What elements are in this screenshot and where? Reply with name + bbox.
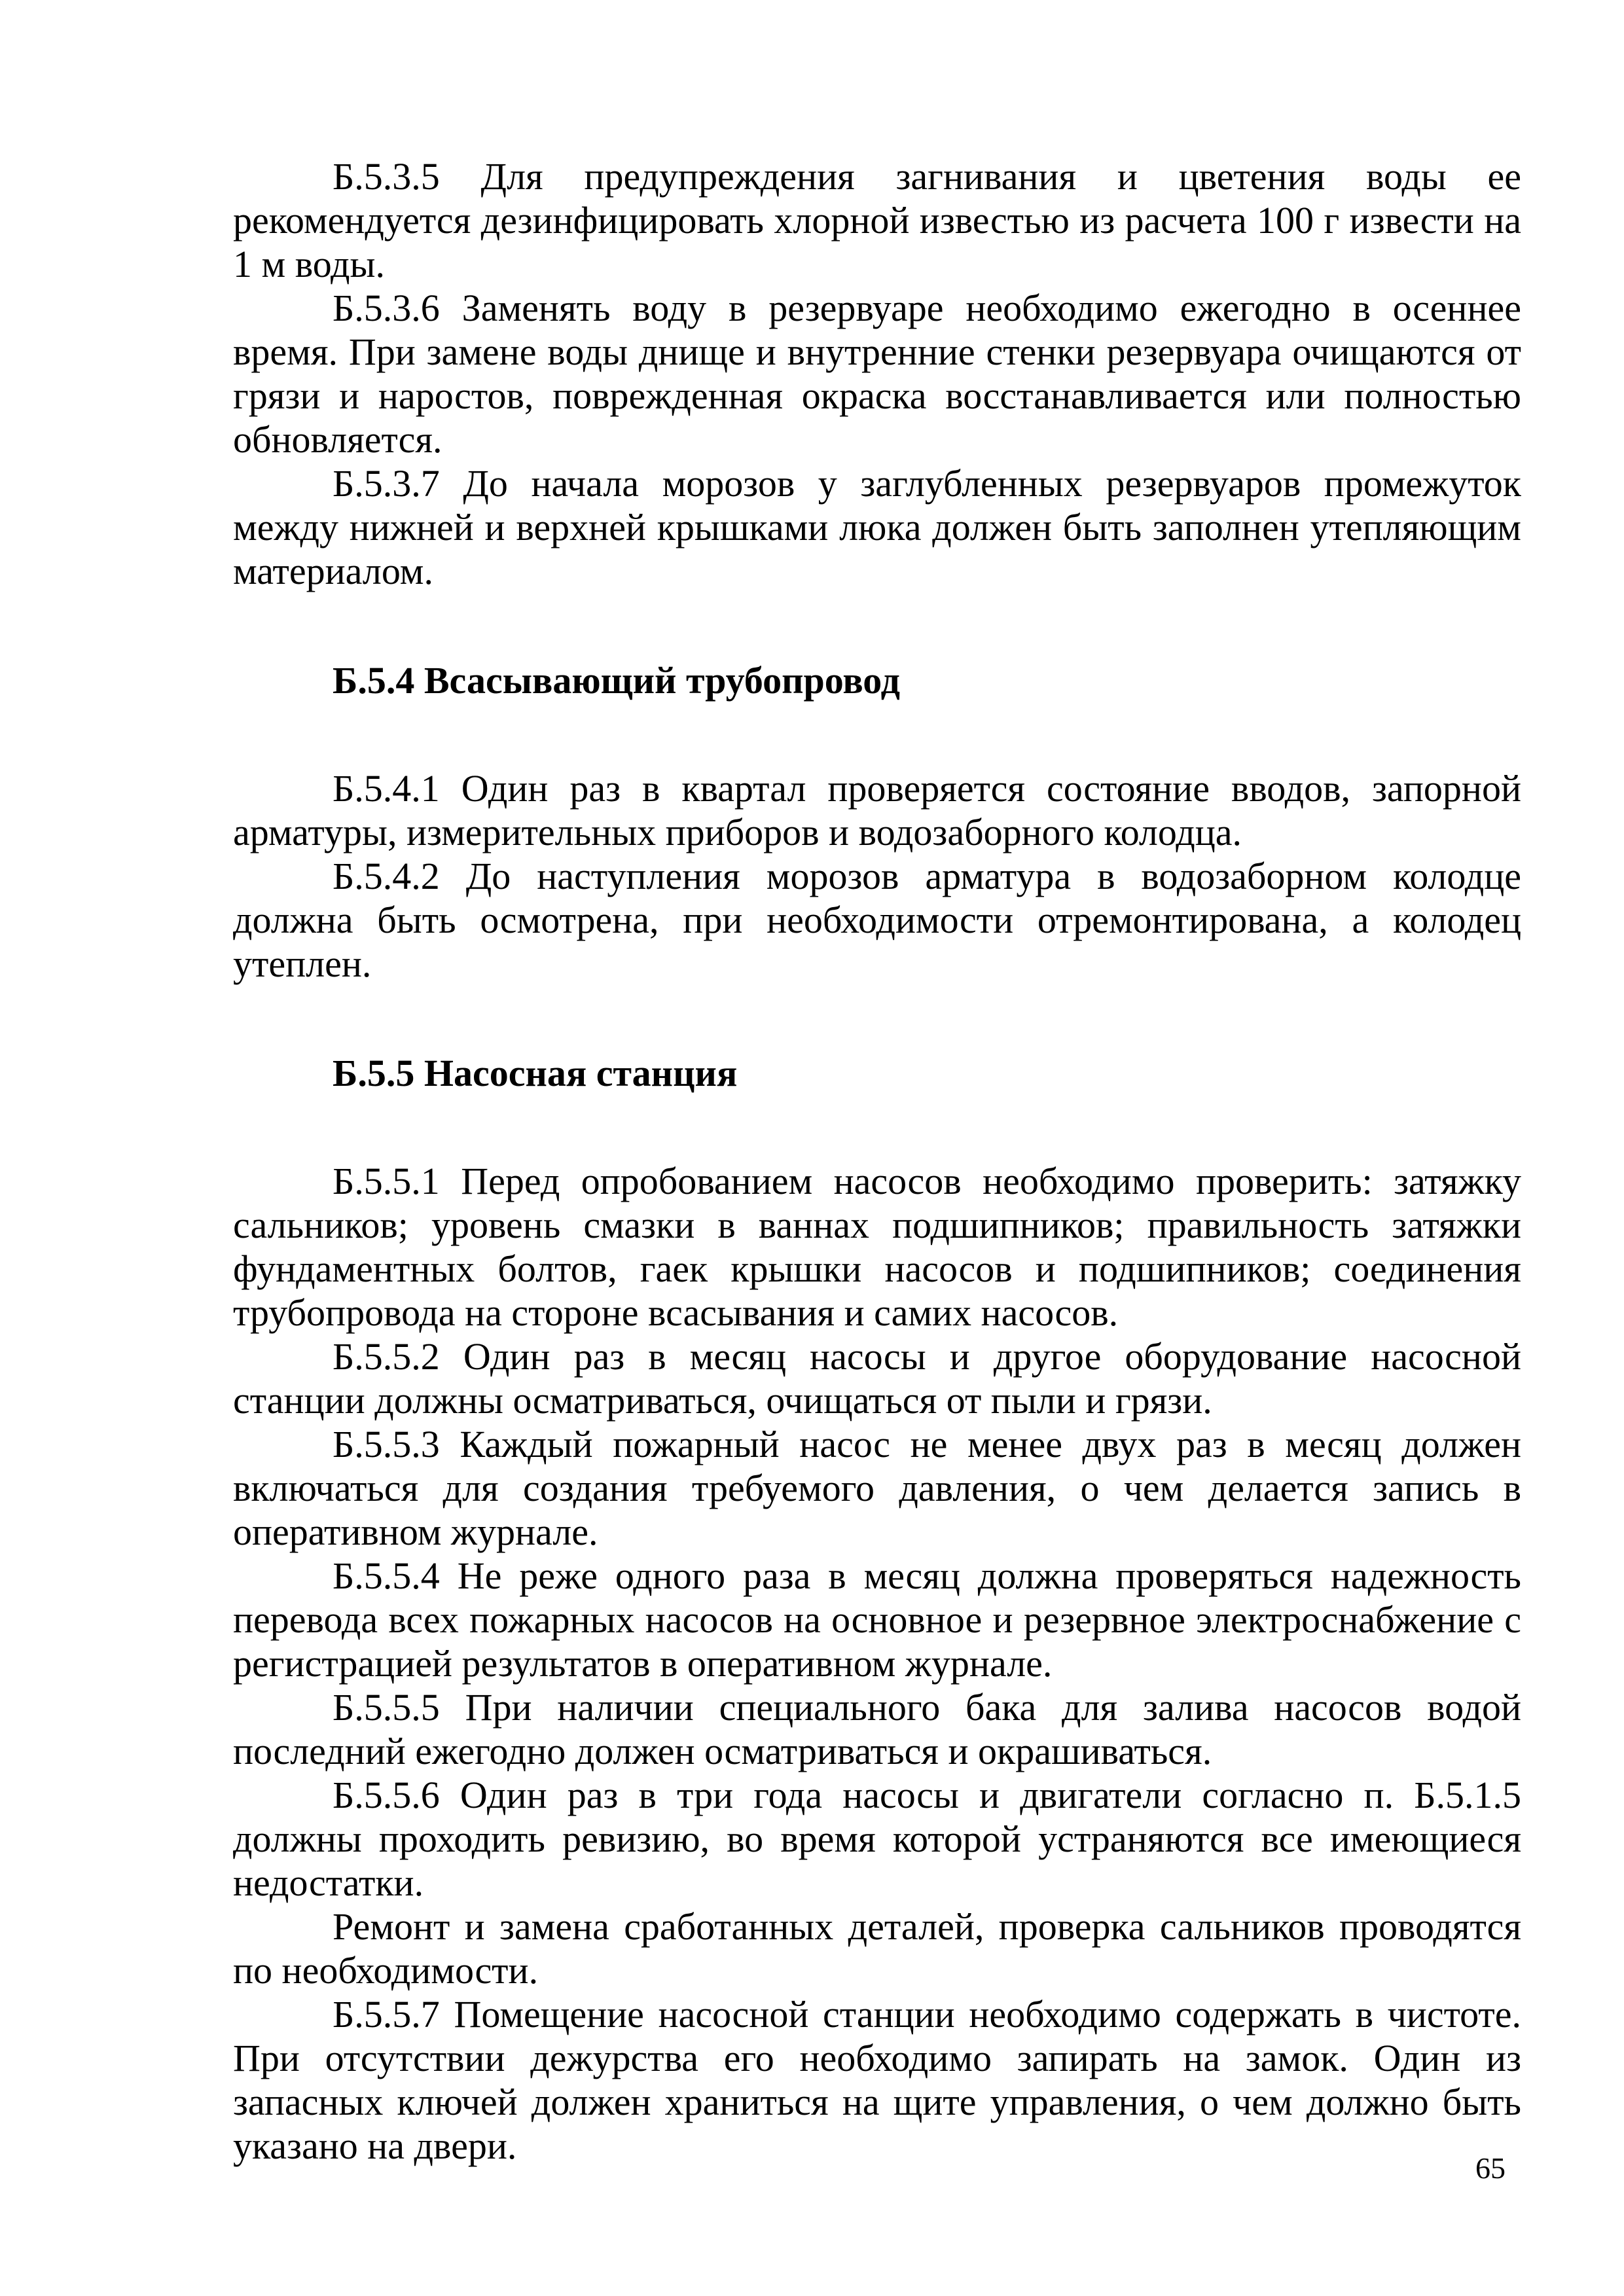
paragraph-b-5-5-7: Б.5.5.7 Помещение насосной станции необходимо содержать в чистоте. При отсутствии дежурства его необходимо запирать на замок. Один из запасных ключей должен храниться на щите управления, о чем должно быть указано на двери. <box>233 1993 1521 2167</box>
paragraph-b-5-4-1: Б.5.4.1 Один раз в квартал проверяется состояние вводов, запорной арматуры, измерительных приборов и водозаборного колодца. <box>233 767 1521 853</box>
paragraph-b-5-3-6: Б.5.3.6 Заменять воду в резервуаре необходимо ежегодно в осеннее время. При замене воды днище и внутренние стенки резервуара очищаются от грязи и наростов, поврежденная окраска восстанавливается или полностью обновляется. <box>233 287 1521 461</box>
section-heading-b-5-4: Б.5.4 Всасывающий трубопровод <box>333 659 900 702</box>
paragraph-b-5-5-2: Б.5.5.2 Один раз в месяц насосы и другое оборудование насосной станции должны осматриваться, очищаться от пыли и грязи. <box>233 1335 1521 1422</box>
page-number: 65 <box>1475 2151 1506 2185</box>
paragraph-b-5-5-3: Б.5.5.3 Каждый пожарный насос не менее двух раз в месяц должен включаться для создания требуемого давления, о чем делается запись в оперативном журнале. <box>233 1423 1521 1553</box>
paragraph-b-5-5-1: Б.5.5.1 Перед опробованием насосов необходимо проверить: затяжку сальников; уровень смазки в ваннах подшипников; правильность затяжки фундаментных болтов, гаек крышки насосов и подшипников; соединения трубопровода на стороне всасывания и самих насосов. <box>233 1160 1521 1334</box>
paragraph-repair-note: Ремонт и замена сработанных деталей, проверка сальников проводятся по необходимости. <box>233 1905 1521 1992</box>
paragraph-b-5-5-4: Б.5.5.4 Не реже одного раза в месяц должна проверяться надежность перевода всех пожарных насосов на основное и резервное электроснабжение с регистрацией результатов в оперативном журнале. <box>233 1554 1521 1685</box>
paragraph-b-5-3-5: Б.5.3.5 Для предупреждения загнивания и цветения воды ее рекомендуется дезинфицировать хлорной известью из расчета 100 г извести на 1 м воды. <box>233 155 1521 285</box>
page-content <box>233 154 1521 2168</box>
paragraph-b-5-4-2: Б.5.4.2 До наступления морозов арматура в водозаборном колодце должна быть осмотрена, при необходимости отремонтирована, а колодец утеплен. <box>233 855 1521 985</box>
paragraph-b-5-5-5: Б.5.5.5 При наличии специального бака для залива насосов водой последний ежегодно должен осматриваться и окрашиваться. <box>233 1686 1521 1772</box>
paragraph-b-5-5-6: Б.5.5.6 Один раз в три года насосы и двигатели согласно п. Б.5.1.5 должны проходить ревизию, во время которой устраняются все имеющиеся недостатки. <box>233 1774 1521 1904</box>
paragraph-b-5-3-7: Б.5.3.7 До начала морозов у заглубленных резервуаров промежуток между нижней и верхней крышками люка должен быть заполнен утепляющим материалом. <box>233 462 1521 592</box>
section-heading-b-5-5: Б.5.5 Насосная станция <box>333 1052 738 1094</box>
